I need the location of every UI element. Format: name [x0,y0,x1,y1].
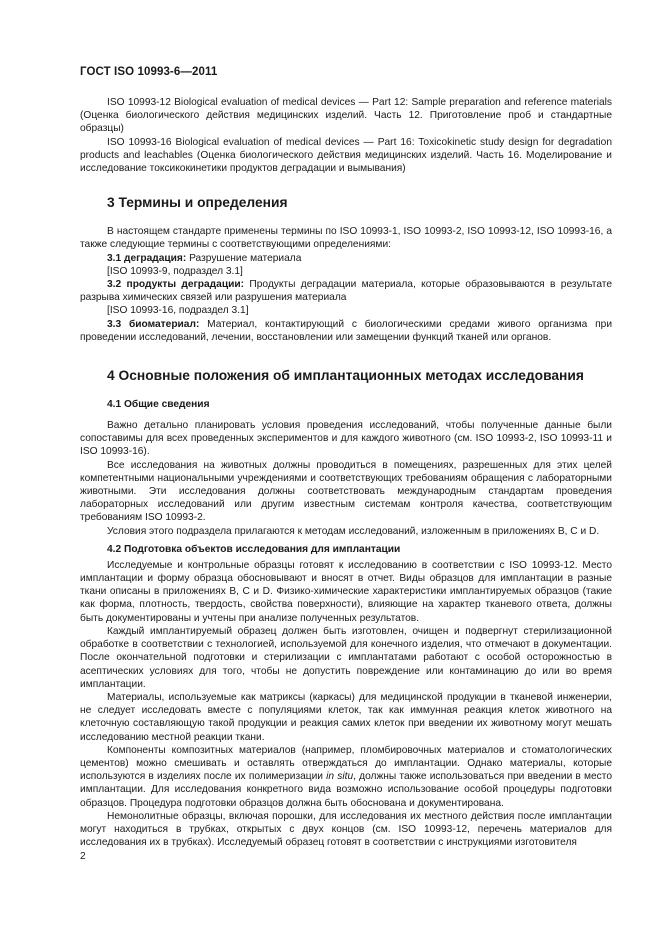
subsection-4-2-paragraph-2: Каждый имплантируемый образец должен быть изготовлен, очищен и подвергнут стерилизационной обработке в соответствии с технологией, используемой для конечного изделия, что отмечают в документации. После окончательной подготовки и стерилизации с имплантатами работают с особой осторожностью в асептических условиях для того, чтобы не допустить повреждение или контаминацию до или во время имплантации. [80,625,612,690]
reference-iso-10993-12: ISO 10993-12 Biological evaluation of medical devices — Part 12: Sample preparation and reference materials (Оценка биологического действия медицинских изделий. Часть 12. Приготовление проб и стандартные образцы) [80,97,612,135]
term-3-1-source: [ISO 10993-9, подраздел 3.1] [107,265,243,277]
term-3-2-name: 3.2 продукты деградации: [107,279,245,291]
section-3-heading: 3 Термины и определения [107,195,288,211]
subsection-4-1-paragraph-1: Важно детально планировать условия проведения исследований, чтобы полученные данные были сопоставимы для всех проведенных экспериментов и для каждого животного (см. ISO 10993-2, ISO 10993-11 и ISO 10993-16). [80,420,612,458]
paragraph-4-part-a: Компоненты композитных материалов (например, пломбировочных материалов и стоматологических цементов) можно смешивать и оставлять отверждаться до имплантации. Однако материалы, которые используются в изделиях после их полимеризации [80,744,612,783]
term-3-2-definition: Продукты деградации материала, которые образовываются в результате разрыва химических связей или разрушения материала [80,279,612,304]
document-header: ГОСТ ISO 10993-6—2011 [80,66,218,78]
paragraph-4-part-b: , должны также использоваться при введении в место имплантации. Для исследования конкретного вида возможно использование особой процедуры подготовки образцов. Процедура подготовки образцов должна быть обоснована и документирована. [80,771,612,809]
term-3-2 [80,278,612,304]
in-situ-term: in situ [326,771,354,783]
subsection-4-2-paragraph-4 [80,744,612,810]
subsection-4-2-paragraph-3: Материалы, используемые как матриксы (каркасы) для медицинской продукции в тканевой инженерии, не следует исследовать вместе с популяциями клеток, так как иммунная реакция клеток животного на клеточную составляющую такой продукции и реакция самих клеток при введении их животному могут мешать исследованию местной реакции ткани. [80,691,612,743]
section-3-intro: В настоящем стандарте применены термины по ISO 10993-1, ISO 10993-2, ISO 10993-12, ISO 10993-16, а также следующие термины с соответствующими определениями: [80,226,612,251]
term-3-1-name: 3.1 деградация: [107,252,187,264]
term-3-2-source: [ISO 10993-16, подраздел 3.1] [107,305,249,317]
subsection-4-1-heading: 4.1 Общие сведения [107,399,210,411]
subsection-4-2-paragraph-5: Немонолитные образцы, включая порошки, для исследования их местного действия после имплантации могут находиться в трубках, открытых с двух концов (см. ISO 10993-12, перечень материалов для исследования их в трубках). Исследуемый образец готовят в соответствии с инструкциями изготовителя [80,810,612,849]
subsection-4-2-paragraph-1: Исследуемые и контрольные образцы готовят к исследованию в соответствии с ISO 10993-12. Место имплантации и форму образца обосновывают и вносят в отчет. Виды образцов для имплантации в разные ткани описаны в приложениях B, C и D. Физико-химические характеристики имплантируемых образцов (такие как форма, плотность, твердость, свойства поверхности), влияющие на характер тканевого ответа, должны быть документированы и учтены при анализе полученных результатов. [80,559,612,624]
subsection-4-2-heading: 4.2 Подготовка объектов исследования для имплантации [107,543,401,555]
page-number: 2 [80,851,86,862]
section-4-heading: 4 Основные положения об имплантационных методах исследования [107,368,584,384]
term-3-3-name: 3.3 биоматериал: [107,318,200,330]
subsection-4-1-paragraph-2: Все исследования на животных должны проводиться в помещениях, разрешенных для этих целей компетентными национальными учреждениями и соответствующих требованиям обращения с лабораторными животными. Эти исследования должны соответствовать международным стандартам проведения лабораторных исследований или другим известным системам контроля качества, соответствующим требованиям ISO 10993-2. [80,459,612,524]
page-content [80,96,612,849]
subsection-4-1-paragraph-3: Условия этого подраздела прилагаются к методам исследований, изложенным в приложениях B, C и D. [107,525,600,537]
reference-iso-10993-16: ISO 10993-16 Biological evaluation of medical devices — Part 16: Toxicokinetic study design for degradation products and leachables (Оценка биологического действия медицинских изделий. Часть 16. Моделирование и исследование токсикокинетики продуктов деградации и вымывания) [80,136,612,175]
term-3-1-definition: Разрушение материала [186,252,302,264]
term-3-1 [80,252,612,265]
term-3-3 [80,318,612,344]
term-3-3-definition: Материал, контактирующий с биологическими средами живого организма при проведении исследований, лечении, восстановлении или замещении функций тканей или органов. [80,318,613,343]
